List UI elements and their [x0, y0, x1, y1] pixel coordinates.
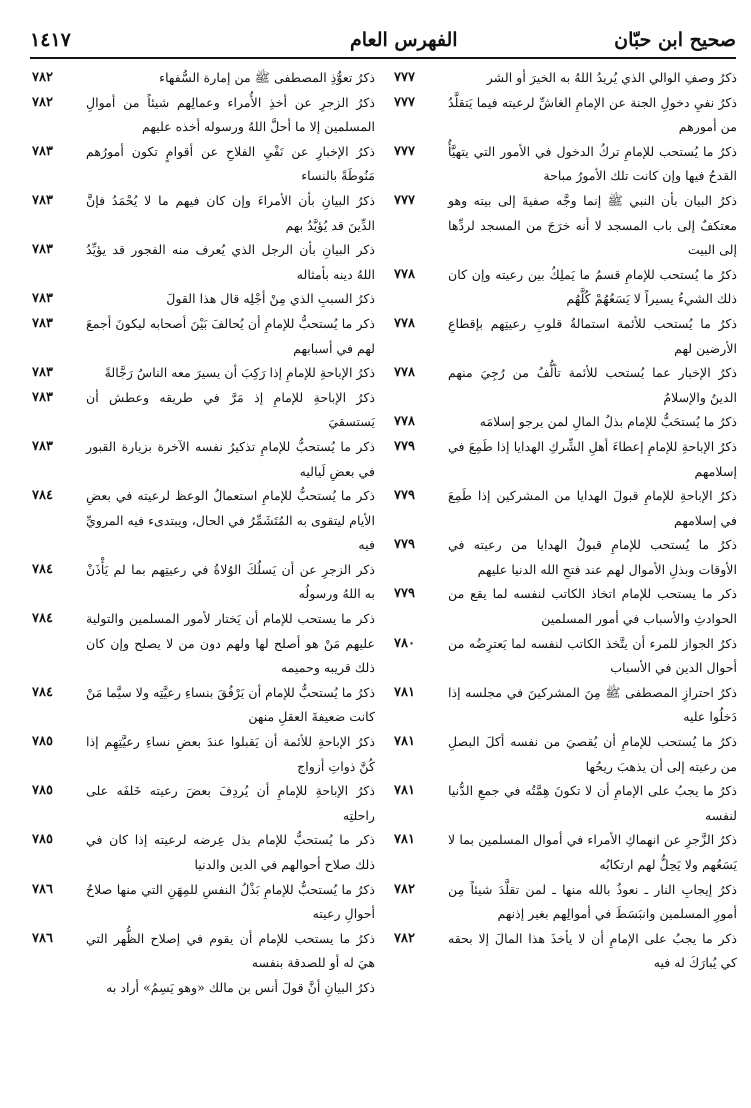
entry-title: ذكرُ ما يُستحبُّ للإمام أن يَرْفُقَ بنساءِ رعيَّتِه ولا سيَّما مَنْ كانت ضعيفةَ العقلِ منهن: [86, 684, 375, 725]
entry-page-number: ٧٨١: [394, 783, 415, 799]
index-entry: [30, 312, 375, 361]
index-entry: [392, 66, 737, 91]
entry-page-number: ٧٧٩: [394, 488, 415, 504]
index-entry: [30, 927, 375, 976]
entry-title: ذكرُ ما يُستحب للإمامِ قسمُ ما يَملِكُ بين رعيته وإن كان ذلك الشيءُ يسيراً لا يَسَعُهُمْ كُلَّهُم: [448, 266, 737, 307]
header-rule: [30, 57, 736, 59]
index-entry: [392, 361, 737, 410]
index-entry: [392, 435, 737, 484]
entry-title: ذكرُ الإخبارِ عن نَفْيِ الفلاحِ عن أقوامٍ تكون أمورُهم مَنُوطَةً بالنساء: [86, 143, 375, 184]
entry-page-number: ٧٨١: [394, 684, 415, 700]
entry-page-number: ٧٨٣: [32, 365, 53, 381]
entry-title: ذكرُ الإباحةِ للأئمة أن يَقبلوا عندَ بعضِ نساءِ رعيَّتِهِم إذا كُنَّ ذواتِ أزواج: [86, 734, 375, 774]
entry-title: ذكرُ ما يُستحب للإمامِ أن يُقصيَ من نفسه أكلَ البصلِ من رعيته إلى أن يذهبَ ريحُها: [448, 734, 737, 774]
entry-title: ذكرُ الإباحةِ للإمامِ إعطاءَ أهلِ الشِّركِ الهدايا إذا طَمِعَ في إسلامهم: [448, 438, 737, 479]
entry-title: ذكرُ الإباحةِ للإمامِ أن يُردِفَ بعضَ رعيته خَلفَه على راحلتِه: [86, 783, 375, 823]
index-entry: [30, 386, 375, 435]
page-number: ١٤١٧: [30, 29, 71, 51]
entry-title: ذكر ما يُستحبُّ للإمام بذل عِرضه لرعيته إذا كان في ذلك صلاح أحوالهم في الدين والدنيا: [86, 832, 375, 872]
entry-page-number: ٧٨٦: [32, 930, 53, 946]
entry-title: ذكرُ تعوُّذِ المصطفى ﷺ من إمارة السُّفهاء: [159, 70, 375, 85]
entry-page-number: ٧٧٩: [394, 586, 415, 602]
entry-page-number: ٧٨٣: [32, 438, 53, 454]
index-entry: [30, 828, 375, 877]
entry-title: ذكرُ ما يُستحب للأئمة استمالةُ قلوبِ رعيتِهم بإقطاعِ الأرضين لهم: [448, 315, 737, 356]
index-entry: [392, 140, 737, 189]
index-entry: [30, 238, 375, 287]
entry-title: ذكر ما يُستحبُّ للإمامِ تذكيرُ نفسه الآخرة بزيارة القبور في بعضِ لَياليه: [86, 438, 375, 479]
index-entry: [30, 558, 375, 607]
index-entry: [30, 484, 375, 558]
section-title: الفهرس العام: [350, 29, 458, 51]
entry-page-number: ٧٧٩: [394, 537, 415, 553]
entry-page-number: ٧٨٣: [32, 389, 53, 405]
entry-page-number: ٧٨٠: [394, 635, 415, 651]
entry-title: ذكر ما يستحب للإمام اتخاذ الكاتب لنفسه لما يقع من الحوادثِ والأسباب في أمور المسلمين: [448, 586, 737, 627]
entry-page-number: ٧٨٥: [32, 832, 53, 848]
entry-page-number: ٧٨١: [394, 734, 415, 750]
index-entry: [30, 976, 375, 1001]
entry-page-number: ٧٧٩: [394, 438, 415, 454]
entry-page-number: ٧٧٨: [394, 365, 415, 381]
index-entry: [30, 730, 375, 779]
index-entry: [392, 681, 737, 730]
entry-title: ذكرُ ما يُستحب للإمامِ تركُ الدخول في الأمور التي يتهيَّأُ القدحُ فيها وإن كانت تلك الأمورُ مباحة: [448, 143, 737, 184]
page-header: [30, 28, 736, 58]
index-entry: [392, 263, 737, 312]
entry-page-number: ٧٧٧: [394, 192, 415, 208]
entry-page-number: ٧٨٣: [32, 291, 53, 307]
index-column-left: [30, 66, 375, 1001]
index-entry: [30, 878, 375, 927]
entry-page-number: ٧٧٧: [394, 70, 415, 85]
entry-title: ذكرُ الزَّجرِ عن انهماكِ الأمراء في أموال المسلمين بما لا يَسَعُهم ولا يَحِلُّ لهم ارتكابُه: [448, 832, 737, 872]
entry-page-number: ٧٨٤: [32, 561, 53, 577]
index-entry: [392, 91, 737, 140]
entry-title: ذكرُ الإباحةِ للإمامِ إذا رَكِبَ أن يسيرَ معه الناسُ رَجَّالةً: [104, 365, 375, 381]
index-entry: [30, 287, 375, 312]
entry-page-number: ٧٨٦: [32, 881, 53, 897]
entry-page-number: ٧٨٣: [32, 315, 53, 331]
entry-title: ذكرُ ما يجبُ على الإمامِ أن لا تكونَ هِمَّتُه في جمعِ الدُّنيا لنفسه: [448, 783, 737, 823]
entry-title: ذكرُ الإباحةِ للإمامِ إذ مَرَّ في طريقه وعطش أن يَستسقيَ: [86, 389, 375, 430]
entry-page-number: ٧٨٢: [394, 881, 415, 897]
entry-page-number: ٧٨٢: [394, 930, 415, 946]
book-title: صحيح ابن حبّان: [614, 29, 736, 51]
entry-title: ذكر البيانِ بأن الرجل الذي يُعرف منه الفجور قد يؤيِّدُ اللهُ دينه بأمثاله: [86, 242, 375, 282]
entry-title: ذكر ما يجبُ على الإمامِ أن لا يأخذَ هذا المالَ إلا بحقه كي يُبارَكَ له فيه: [448, 930, 737, 971]
entry-page-number: ٧٨٢: [32, 94, 53, 110]
entry-title: ذكر الزجرِ عن أن يَسلُكَ الوُلاةُ في رعيتِهم بما لم يَأْذَنْ به اللهُ ورسولُه: [86, 561, 375, 602]
entry-page-number: ٧٨٥: [32, 734, 53, 750]
index-entry: [392, 582, 737, 631]
index-entry: [392, 312, 737, 361]
index-entry: [30, 779, 375, 828]
index-entry: [392, 779, 737, 828]
index-entry: [392, 533, 737, 582]
entry-title: ذكرُ الإباحةِ للإمامِ قبولَ الهدايا من المشركين إذا طَمِعَ في إسلامهم: [448, 488, 737, 528]
entry-title: ذكرُ الإخبار عما يُستحب للأئمة تألُّفُ من رُجِيَ منهم الدينُ والإسلامُ: [448, 365, 737, 405]
index-entry: [30, 681, 375, 730]
entry-title: ذكر ما يُستحبُّ للإمامِ استعمالُ الوعظ لرعيته في بعضِ الأيام ليتقوى به المُتَشَمِّرُ في الحال، ويبتدىء فيه المرويِّ فيه: [86, 488, 375, 553]
entry-title: ذكرُ البيانِ بأن الأمراءَ وإن كان فيهم ما لا يُحْمَدُ فإنَّ الدِّينَ قد يُؤيَّدُ بهم: [86, 192, 375, 233]
index-entry: [392, 410, 737, 435]
entry-page-number: ٧٨٣: [32, 143, 53, 159]
index-column-right: [392, 66, 737, 976]
entry-page-number: ٧٧٨: [394, 315, 415, 331]
entry-title: ذكرُ إيجابِ النار ـ نعوذُ بالله منها ـ لمن تقلَّدَ شيئاً مِن أمورِ المسلمين وانبَسَطَ في أموالِهم بغير إذنهم: [448, 881, 737, 922]
entry-page-number: ٧٧٧: [394, 94, 415, 110]
entry-page-number: ٧٨٤: [32, 611, 53, 627]
entry-title: ذكرُ ما يستحب للإمام أن يقوم في إصلاح الظُّهر التي هيَ له أو للصدقة بنفسه: [86, 930, 375, 971]
index-entry: [392, 730, 737, 779]
entry-title: ذكر ما يستحب للإمام أن يَختار لأمور المسلمين والتولية عليهم مَنْ هو أصلح لها ولهم دون من لا يصلح وإن كان ذلك قريبه وحميمه: [86, 611, 375, 676]
entry-title: ذكرُ ما يُستحبُّ للإمامِ بَذْلُ النفسِ للمِهَنِ التي منها صلاحُ أحوالِ رعيته: [86, 881, 375, 922]
index-entry: [392, 632, 737, 681]
index-entry: [392, 484, 737, 533]
entry-page-number: ٧٨٤: [32, 684, 53, 700]
index-entry: [30, 361, 375, 386]
entry-page-number: ٧٧٨: [394, 266, 415, 282]
index-entry: [392, 927, 737, 976]
index-entry: [30, 91, 375, 140]
entry-title: ذكرُ ما يُستحَبُّ للإمام بذلُ المالِ لمن يرجو إسلامَه: [479, 414, 737, 430]
index-entry: [392, 189, 737, 263]
entry-title: ذكرُ ما يُستحب للإمامِ قبولُ الهدايا من رعيته في الأوقات وبذلِ الأموال لهم عند فتحِ الله الدنيا عليهم: [448, 537, 737, 577]
index-entry: [30, 66, 375, 91]
entry-title: ذكرُ احترازِ المصطفى ﷺ مِنَ المشركينَ في مجلسه إذا دَخلُوا عليه: [448, 684, 737, 725]
index-entry: [392, 878, 737, 927]
entry-page-number: ٧٨٣: [32, 242, 53, 258]
entry-page-number: ٧٧٧: [394, 143, 415, 159]
entry-title: ذكرُ السببِ الذي مِنْ أجْلِه قال هذا القولَ: [166, 291, 375, 307]
entry-title: ذكرُ الجواز للمرء أن يتَّخذ الكاتب لنفسه لما يَعترِضُه من أحوال الدين في الأسباب: [448, 635, 737, 676]
entry-title: ذكر ما يُستحبُّ للإمامِ أن يُحالفَ بَيْنَ أصحابه ليكونَ أجمعَ لهم في أسبابهم: [86, 315, 375, 356]
index-entry: [392, 828, 737, 877]
index-entry: [30, 189, 375, 238]
index-entry: [30, 140, 375, 189]
entry-page-number: ٧٨٥: [32, 783, 53, 799]
entry-title: ذكرُ البيان بأن النبي ﷺ إنما وجَّه صفيةَ إلى بيته وهو معتكفٌ إلى باب المسجد لا أنه خرَجَ من المسجد لردِّها إلى البيت: [448, 192, 737, 258]
index-entry: [30, 607, 375, 681]
entry-page-number: ٧٨٤: [32, 488, 53, 504]
entry-title: ذكرُ الزجرِ عن أخذِ الأُمراء وعمالِهم شيئاً من أموالِ المسلمين إلا ما أحلَّ اللهُ ورسوله أخذه عليهم: [86, 94, 375, 135]
entry-title: ذكرُ البيانِ أنَّ قولَ أنس بن مالك «وهو يَسِمُ» أراد به: [106, 979, 375, 995]
entry-page-number: ٧٨٣: [32, 192, 53, 208]
entry-page-number: ٧٨١: [394, 832, 415, 848]
entry-page-number: ٧٨٢: [32, 70, 53, 85]
entry-title: ذكرُ نفيِ دخولِ الجنة عن الإمامِ الغاشِّ لرعيته فيما يَتقلَّدُ من أمورهم: [448, 94, 737, 135]
entry-title: ذكرُ وصفِ الوالي الذي يُريدُ اللهُ به الخيرَ أو الشر: [486, 70, 737, 85]
entry-page-number: ٧٧٨: [394, 414, 415, 430]
index-entry: [30, 435, 375, 484]
